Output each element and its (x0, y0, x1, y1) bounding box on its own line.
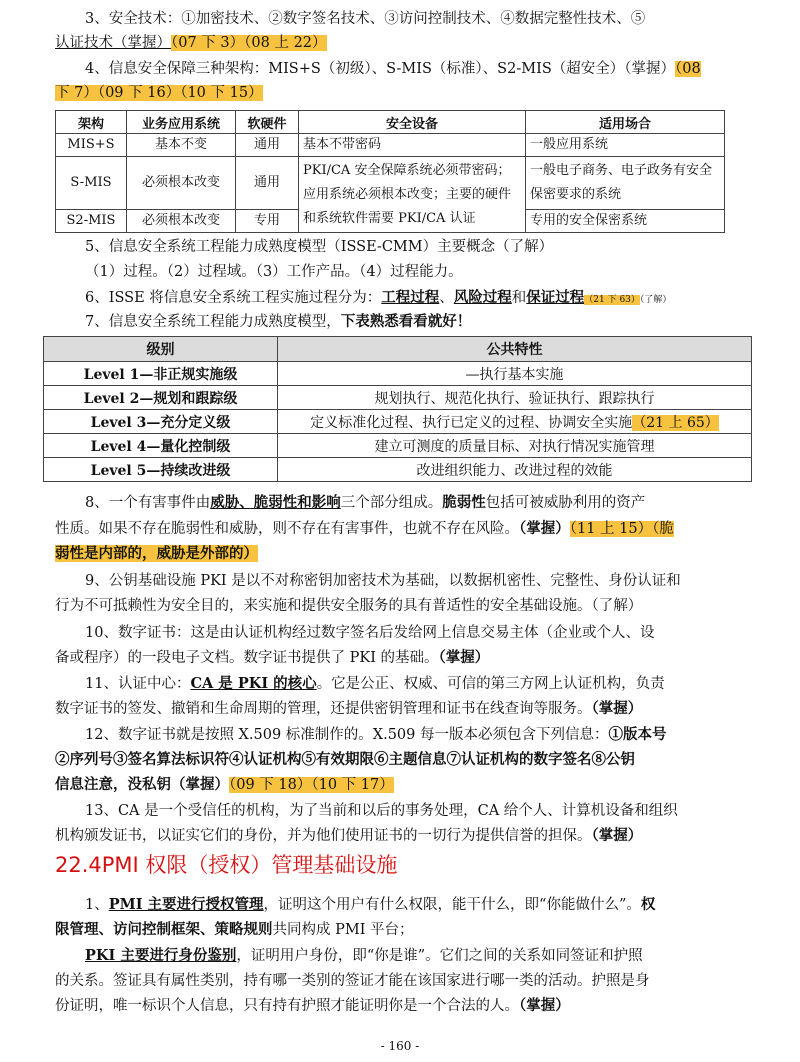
text-run: PMI 主要进行授权管理 (108, 896, 264, 913)
item-11-line-1 (55, 673, 745, 695)
table-cell: S2-MIS (56, 210, 127, 233)
col-header: 安全设备 (299, 111, 526, 134)
col-header: 业务应用系统 (127, 111, 236, 134)
pmi-para-line-2 (55, 919, 745, 941)
col-header: 适用场合 (526, 111, 725, 134)
text-run: ①版本号 (608, 726, 667, 743)
text-run: 三个部分组成。 (340, 495, 443, 511)
table-cell: Level 3—充分定义级 (44, 410, 278, 434)
maturity-level-table (43, 336, 752, 482)
text-run: 1、 (85, 897, 109, 913)
text-run: （掌握） (591, 827, 643, 844)
table-cell: 建立可测度的质量目标、对执行情况实施管理 (278, 434, 752, 458)
text-run: 性质。如果不存在脆弱性和威胁，则不存在有害事件，也就不存在风险。 (55, 521, 519, 537)
exam-ref-highlight: （08 (675, 61, 701, 77)
text-run: 限管理、访问控制框架、策略规则 (55, 921, 273, 938)
exam-ref-highlight: （21 上 65） (632, 414, 719, 431)
table-cell (278, 410, 752, 434)
table-cell: 通用 (236, 157, 299, 210)
item-5-list (55, 261, 745, 283)
text-run: 数字证书的签发、撤销和生命周期的管理，还提供密钥管理和证书在线查询等服务。 (55, 701, 592, 717)
item-3-line-1 (55, 8, 745, 30)
text-run: 威胁、脆弱性和影响 (210, 494, 341, 511)
text-run: （掌握） (591, 700, 643, 717)
text-run: 认证技术（掌握） (55, 35, 171, 51)
page-number: - 160 - (380, 1039, 420, 1053)
table-row (44, 458, 752, 482)
text-run: CA 是 PKI 的核心 (190, 675, 317, 692)
table-row (44, 386, 752, 410)
table-cell: MIS+S (56, 134, 127, 157)
item-12-line-2 (55, 749, 745, 771)
text-run: 11、认证中心： (85, 676, 191, 692)
text-run: 。它是公正、权威、可信的第三方网上认证机构，负责 (316, 676, 665, 692)
table-row (56, 157, 725, 210)
table-cell: 必须根本改变 (127, 157, 236, 210)
item-4-line-1 (55, 58, 745, 80)
text-run: 8、一个有害事件由 (85, 495, 211, 511)
table-cell: S-MIS (56, 157, 127, 210)
item-12-line-1 (55, 724, 745, 746)
table-cell: 必须根本改变 (127, 210, 236, 233)
table-row (44, 410, 752, 434)
item-8-line-1 (55, 492, 745, 514)
item-9-line-1 (55, 570, 745, 592)
table-row (44, 362, 752, 386)
exam-ref-highlight: 下 7）（09 下 16）（10 下 15） (55, 85, 263, 101)
text-run: ②序列号③签名算法标识符④认证机构⑤有效期限⑥主题信息⑦认证机构的数字签名⑧公钥 (55, 751, 635, 768)
pki-para-line-3 (55, 995, 745, 1017)
exam-ref-highlight: 弱性是内部的，威胁是外部的） (55, 545, 258, 562)
text-run: ，证明这个用户有什么权限，能干什么，即“你能做什么”。 (263, 897, 641, 913)
text-run: 5、信息安全系统工程能力成熟度模型（ISSE-CMM）主要概念（了解） (85, 239, 554, 255)
item-10-line-2 (55, 647, 745, 669)
text-run: 7、信息安全系统工程能力成熟度模型， (85, 314, 341, 330)
table-cell: 专用 (236, 210, 299, 233)
text-run: 份证明，唯一标识个人信息，只有持有护照才能证明你是一个合法的人。 (55, 998, 519, 1014)
text-run: ，证明用户身份，即“你是谁”。它们之间的关系如同签证和护照 (236, 948, 643, 964)
col-header: 公共特性 (278, 337, 752, 362)
text-run: 9、公钥基础设施 PKI 是以不对称密钥加密技术为基础，以数据机密性、完整性、身份认证和 (85, 573, 681, 589)
text-run: 保证过程 (526, 289, 585, 306)
item-5-line (55, 236, 745, 258)
item-8-line-2 (55, 518, 745, 540)
col-header: 架构 (56, 111, 127, 134)
table-cell: 改进组织能力、改进过程的效能 (278, 458, 752, 482)
item-13-line-2 (55, 825, 745, 847)
text-run: 行为不可抵赖性为安全目的，来实施和提供安全服务的具有普适性的安全基础设施。（了解） (55, 598, 643, 614)
item-7-line (55, 311, 745, 333)
table-cell: 基本不带密码 (299, 134, 526, 157)
text-run: 12、数字证书就是按照 X.509 标准制作的。X.509 每一版本必须包含下列信息： (85, 727, 609, 743)
table-cell: Level 4—量化控制级 (44, 434, 278, 458)
item-11-line-2 (55, 698, 745, 720)
text-run: 定义标准化过程、执行已定义的过程、协调安全实施 (310, 414, 633, 431)
item-10-line-1 (55, 622, 745, 644)
text-run: （掌握） (519, 997, 570, 1014)
text-run: 权 (640, 896, 656, 913)
table-row (44, 434, 752, 458)
item-6-line (55, 287, 745, 311)
table-cell: 通用 (236, 134, 299, 157)
text-run: （1）过程。（2）过程域。（3）工作产品。（4）过程能力。 (85, 264, 463, 280)
text-run: （掌握） (519, 520, 570, 537)
table-cell: Level 1—非正规实施级 (44, 362, 278, 386)
text-run: 脆弱性 (442, 494, 486, 511)
exam-ref-highlight: （09 下 18）（10 下 17） (229, 777, 394, 793)
item-8-line-3 (55, 543, 745, 565)
text-run: 3、安全技术：①加密技术、②数字签名技术、③访问控制技术、④数据完整性技术、⑤ (85, 11, 646, 27)
col-header: 级别 (44, 337, 278, 362)
text-run: 备或程序）的一段电子文档。数字证书提供了 PKI 的基础。 (55, 650, 439, 666)
text-run: 和 (511, 290, 527, 306)
exam-ref-highlight: （07 下 3）（08 上 22） (171, 35, 327, 51)
text-run: 包括可被威胁利用的资产 (485, 495, 646, 511)
table-cell: Level 2—规划和跟踪级 (44, 386, 278, 410)
text-run: 4、信息安全保障三种架构：MIS+S（初级）、S-MIS（标准）、S2-MIS（超安全）（掌握） (85, 61, 676, 77)
item-13-line-1 (55, 800, 745, 822)
col-header: 软硬件 (236, 111, 299, 134)
text-run: 信息注意，没私钥（掌握） (55, 776, 229, 793)
item-9-line-2 (55, 595, 745, 617)
text-run: 风险过程 (453, 289, 512, 306)
text-run: PKI 主要进行身份鉴别 (85, 947, 237, 964)
text-run: 机构颁发证书，以证实它们的身份，并为他们使用证书的一切行为提供信誉的担保。 (55, 828, 592, 844)
section-title: 22.4PMI 权限（授权）管理基础设施 (55, 853, 398, 877)
text-run: 10、数字证书：这是由认证机构经过数字签名后发给网上信息交易主体（企业或个人、设 (85, 625, 655, 641)
table-cell: 规划执行、规范化执行、验证执行、跟踪执行 (278, 386, 752, 410)
table-cell: 专用的安全保密系统 (526, 210, 725, 233)
text-run: 下表熟悉看看就好！ (340, 313, 472, 330)
text-run: 13、CA 是一个受信任的机构，为了当前和以后的事务处理，CA 给个人、计算机设备和组织 (85, 803, 678, 819)
text-run: （掌握） (438, 649, 490, 666)
table-row (56, 134, 725, 157)
table-cell: 一般电子商务、电子政务有安全保密要求的系统 (526, 157, 725, 210)
item-4-line-2 (55, 82, 745, 104)
architecture-table (55, 110, 725, 233)
text-run: （了解） (639, 295, 672, 305)
text-run: 、 (439, 290, 454, 306)
exam-ref-highlight: （11 上 15）（脆 (569, 521, 674, 537)
text-run: 共同构成 PMI 平台； (272, 922, 414, 938)
pmi-para-line-1 (55, 894, 745, 916)
pki-para-line-1 (55, 945, 745, 967)
text-run: 的关系。签证具有属性类别，持有哪一类别的签证才能在该国家进行哪一类的活动。护照是身 (55, 973, 650, 989)
table-cell: 一般应用系统 (526, 134, 725, 157)
table-header-row (44, 337, 752, 362)
table-cell: PKI/CA 安全保障系统必须带密码；应用系统必须根本改变；主要的硬件和系统软件需要 PKI/CA 认证 (299, 157, 526, 233)
text-run: 工程过程 (381, 289, 440, 306)
item-3-line-2 (55, 32, 745, 54)
table-header-row (56, 111, 725, 134)
table-cell: —执行基本实施 (278, 362, 752, 386)
item-12-line-3 (55, 774, 745, 796)
exam-ref-highlight: （21 下 63） (584, 295, 640, 305)
table-cell: 基本不变 (127, 134, 236, 157)
pki-para-line-2 (55, 970, 745, 992)
table-cell: Level 5—持续改进级 (44, 458, 278, 482)
text-run: 6、ISSE 将信息安全系统工程实施过程分为： (85, 290, 382, 306)
